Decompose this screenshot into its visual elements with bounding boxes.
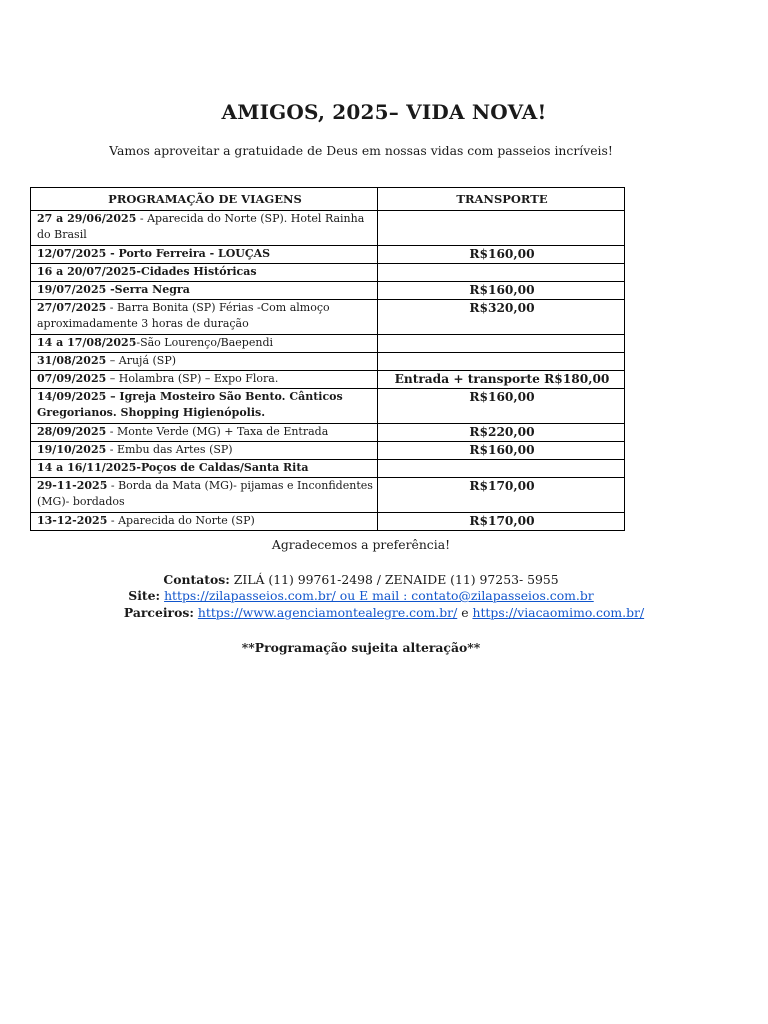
trip-cell (31, 442, 378, 460)
transport-price: R$320,00 (378, 300, 625, 335)
table-row (31, 282, 625, 300)
trip-date: 29-11-2025 (37, 479, 108, 492)
trip-cell (31, 282, 378, 300)
transport-price (378, 353, 625, 371)
table-row (31, 211, 625, 246)
trip-description: -Serra Negra (106, 283, 190, 296)
table-row (31, 300, 625, 335)
trip-date: 28/09/2025 (37, 425, 107, 438)
trip-cell (31, 211, 378, 246)
table-row (31, 371, 625, 389)
trip-description: - Monte Verde (MG) + Taxa de Entrada (106, 425, 329, 438)
trip-date: 19/10/2025 (37, 443, 107, 456)
table-row (31, 460, 625, 478)
table-row (31, 442, 625, 460)
table-row (31, 335, 625, 353)
trip-cell (31, 389, 378, 424)
table-row (31, 478, 625, 513)
table-row (31, 264, 625, 282)
trip-date: 31/08/2025 (37, 354, 107, 367)
trip-cell (31, 300, 378, 335)
trip-cell (31, 424, 378, 442)
transport-price: R$160,00 (378, 246, 625, 264)
trip-description: - Borda da Mata (MG)- pijamas e Inconfidentes (MG)- bordados (37, 479, 373, 508)
trip-description: -Cidades Históricas (136, 265, 257, 278)
trip-date: 27/07/2025 (37, 301, 107, 314)
trip-cell (31, 371, 378, 389)
trip-description: – Holambra (SP) – Expo Flora. (106, 372, 279, 385)
partners-line (23, 605, 745, 620)
contacts-label: Contatos: (163, 572, 230, 587)
page-title: AMIGOS, 2025– VIDA NOVA! (221, 100, 547, 124)
trip-description: -São Lourenço/Baependi (136, 336, 274, 349)
site-label: Site: (128, 588, 161, 603)
contacts-line (0, 572, 722, 587)
trip-cell (31, 264, 378, 282)
trip-cell (31, 513, 378, 531)
trip-description: -Poços de Caldas/Santa Rita (136, 461, 309, 474)
trip-date: 07/09/2025 (37, 372, 107, 385)
trip-description: - Aparecida do Norte (SP) (107, 514, 255, 527)
transport-price: R$160,00 (378, 282, 625, 300)
trip-date: 16 a 20/07/2025 (37, 265, 137, 278)
transport-price (378, 335, 625, 353)
site-line (0, 588, 722, 603)
trip-date: 27 a 29/06/2025 (37, 212, 137, 225)
trip-cell (31, 460, 378, 478)
trip-date: 13-12-2025 (37, 514, 108, 527)
trip-description: – Igreja Mosteiro São Bento. Cânticos Gregorianos. Shopping Higienópolis. (37, 390, 343, 419)
contacts-text: ZILÁ (11) 99761-2498 / ZENAIDE (11) 97253- 5955 (229, 572, 559, 587)
table-row (31, 424, 625, 442)
table-row (31, 246, 625, 264)
header-trips: PROGRAMAÇÃO DE VIAGENS (31, 188, 378, 211)
transport-price: R$170,00 (378, 513, 625, 531)
partners-label: Parceiros: (123, 605, 194, 620)
transport-price: R$170,00 (378, 478, 625, 513)
trip-cell (31, 478, 378, 513)
trip-date: 14/09/2025 (37, 390, 107, 403)
trip-description: - Barra Bonita (SP) Férias -Com almoço aproximadamente 3 horas de duração (37, 301, 330, 330)
thanks-line: Agradecemos a preferência! (271, 537, 451, 552)
partner-link-montealegre[interactable]: https://www.agenciamontealegre.com.br/ (197, 605, 458, 620)
transport-price (378, 264, 625, 282)
trips-body (31, 211, 625, 531)
table-row (31, 389, 625, 424)
site-link[interactable]: https://zilapasseios.com.br/ ou E mail : contato@zilapasseios.com.br (164, 588, 594, 603)
trip-description: - Porto Ferreira - LOUÇAS (106, 247, 271, 260)
trip-date: 12/07/2025 (37, 247, 107, 260)
trip-date: 14 a 17/08/2025 (37, 336, 137, 349)
table-header-row (31, 188, 625, 211)
trip-description: – Arujá (SP) (106, 354, 177, 367)
partners-conj: e (457, 605, 473, 620)
transport-price: R$220,00 (378, 424, 625, 442)
trip-cell (31, 353, 378, 371)
partner-link-viacaomimo[interactable]: https://viacaomimo.com.br/ (472, 605, 645, 620)
trip-cell (31, 246, 378, 264)
transport-price: Entrada + transporte R$180,00 (378, 371, 625, 389)
trip-description: - Aparecida do Norte (SP). Hotel Rainha do Brasil (37, 212, 365, 241)
header-transport: TRANSPORTE (378, 188, 625, 211)
trip-description: - Embu das Artes (SP) (106, 443, 233, 456)
trip-date: 14 a 16/11/2025 (37, 461, 137, 474)
trips-table (30, 187, 625, 531)
transport-price: R$160,00 (378, 389, 625, 424)
subtitle: Vamos aproveitar a gratuidade de Deus em nossas vidas com passeios incríveis! (109, 143, 613, 158)
table-row (31, 513, 625, 531)
trip-date: 19/07/2025 (37, 283, 107, 296)
transport-price (378, 460, 625, 478)
transport-price (378, 211, 625, 246)
trip-cell (31, 335, 378, 353)
transport-price: R$160,00 (378, 442, 625, 460)
schedule-note: **Programação sujeita alteração** (241, 640, 481, 655)
table-row (31, 353, 625, 371)
